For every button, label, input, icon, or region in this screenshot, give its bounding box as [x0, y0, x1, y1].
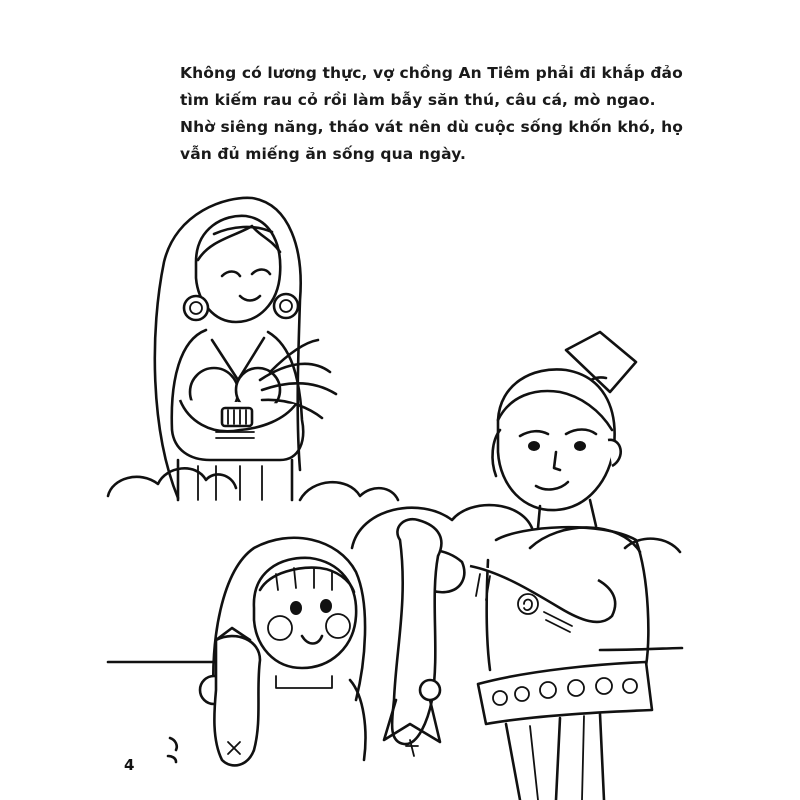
bushes-background	[108, 468, 682, 662]
story-line-1: Không có lương thực, vợ chồng An Tiêm phải đi khắp đảo	[180, 64, 683, 82]
story-line-4: vẫn đủ miếng ăn sống qua ngày.	[180, 145, 466, 163]
an-tiem-figure	[384, 332, 652, 800]
wife-figure	[155, 198, 336, 500]
page-number: 4	[124, 756, 135, 774]
story-line-2: tìm kiếm rau cỏ rồi làm bẫy săn thú, câu cá, mò ngao.	[180, 91, 656, 109]
story-line-3: Nhờ siêng năng, tháo vát nên dù cuộc sống khốn khó, họ	[180, 118, 683, 136]
child-figure	[168, 538, 365, 766]
